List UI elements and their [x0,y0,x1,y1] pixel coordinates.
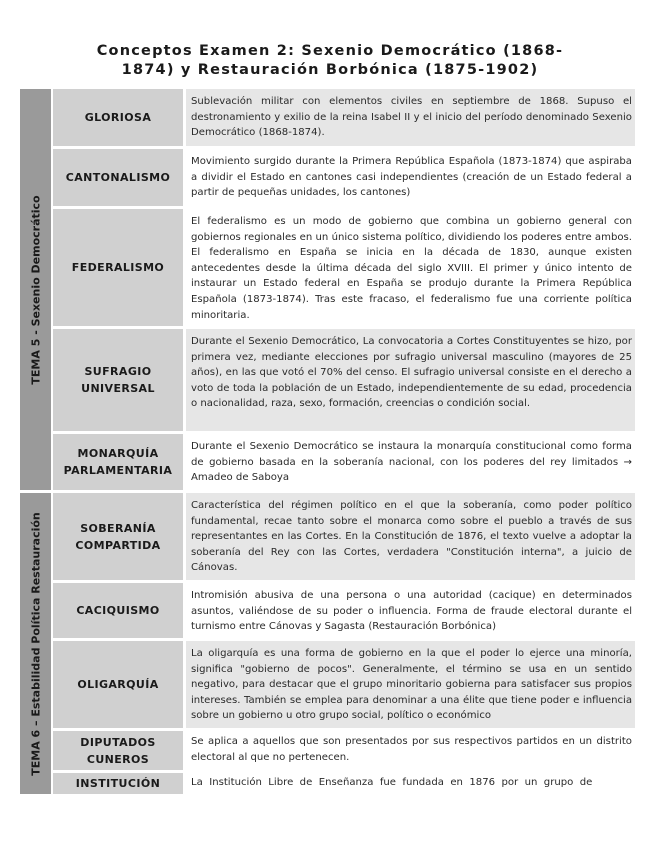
concept-term [53,329,183,431]
concept-definition: Durante el Sexenio Democrático, La convocatoria a Cortes Constituyentes se hizo, por primera vez, mediante elecciones por sufragio universal masculino (mayores de 25 años), en las que votó el 70% del censo. El sufragio universal consiste en el derecho a voto de toda la población de un Estado, independientemente de su edad, procedencia o nacionalidad, raza, sexo, formación, creencias o condición social. [186,329,635,431]
concept-row-gloriosa [53,89,635,146]
concept-row-caciquismo [53,583,635,638]
concept-row-oligarquia [53,641,635,728]
concept-term: INSTITUCIÓN [53,773,183,794]
concept-term-text: MONARQUÍA PARLAMENTARIA [63,447,173,477]
concept-definition: Se aplica a aquellos que son presentados por sus respectivos partidos en un distrito electoral al que no pertenecen. [186,731,635,770]
concept-definition: Durante el Sexenio Democrático se instaura la monarquía constitucional como forma de gobierno basada en la soberanía nacional, con los poderes del rey limitados → Amadeo de Saboya [186,434,635,490]
concept-row-soberania-compartida [53,493,635,580]
concept-definition: La oligarquía es una forma de gobierno en la que el poder lo ejerce una minoría, significa "gobierno de pocos". Generalmente, el término se usa en un sentido negativo, para destacar que el grupo minoritario gobierna para satisfacer sus propios intereses. También se emplea para denominar a una élite que tiene poder e influencia sobre un gobierno u otro grupo social, político o económico [186,641,635,728]
concept-term: FEDERALISMO [53,209,183,326]
concept-term-text: SUFRAGIO UNIVERSAL [81,365,155,395]
section-band-tema-5 [20,89,51,490]
concept-definition: Sublevación militar con elementos civiles en septiembre de 1868. Supuso el destronamiento y exilio de la reina Isabel II y el inicio del período denominado Sexenio Democrático (1868-1874). [186,89,635,146]
concept-definition: La Institución Libre de Enseñanza fue fundada en 1876 por un grupo de [186,773,635,794]
document-title [60,42,600,80]
concept-row-monarquia-parlamentaria [53,434,635,490]
concept-term: GLORIOSA [53,89,183,146]
concept-term: OLIGARQUÍA [53,641,183,728]
concept-term [53,493,183,580]
concept-term [53,731,183,770]
concept-definition: El federalismo es un modo de gobierno que combina un gobierno general con gobiernos regionales en un único sistema político, dividiendo los poderes entre ambos. El federalismo en España se inicia en la década de 1830, aunque existen antecedentes desde la última década del siglo XVIII. El primer y único intento de instaurar un Estado federal en España se produjo durante la Primera República Española (1873-1874). Tras este fracaso, el federalismo fue una corriente política minoritaria. [186,209,635,326]
concept-term-text: DIPUTADOS CUNEROS [80,735,156,766]
section-label: TEMA 6 – Estabilidad Política Restauración [29,511,42,776]
section-label: TEMA 5 - Sexenio Democrático [29,194,42,385]
title-line-2: 1874) y Restauración Borbónica (1875-1902) [121,62,539,78]
concept-row-sufragio-universal [53,329,635,431]
concept-term: CACIQUISMO [53,583,183,638]
concept-definition: Movimiento surgido durante la Primera República Española (1873-1874) que aspiraba a dividir el Estado en cantones casi independientes (creación de un Estado federal a partir de pequeñas unidades, los cantones) [186,149,635,206]
concept-definition: Característica del régimen político en el que la soberanía, como poder político fundamental, recae tanto sobre el monarca como sobre el pueblo a través de sus representantes en las Cortes. En la Constitución de 1876, el texto vuelve a adoptar la soberanía del Rey con las Cortes, verdadera "Constitución interna", a juicio de Cánovas. [186,493,635,580]
concept-row-diputados-cuneros [53,731,635,770]
title-line-1: Conceptos Examen 2: Sexenio Democrático (1868- [96,43,564,59]
concept-row-institucion [53,773,635,794]
concept-term-text: SOBERANÍA COMPARTIDA [75,521,161,552]
concept-term [53,434,183,490]
concept-row-cantonalismo [53,149,635,206]
concept-row-federalismo [53,209,635,326]
concept-definition: Intromisión abusiva de una persona o una autoridad (cacique) en determinados asuntos, valiéndose de su poder o influencia. Forma de fraude electoral durante el turnismo entre Cánovas y Sagasta (Restauración Borbónica) [186,583,635,638]
section-band-tema-6 [20,493,51,794]
concept-term: CANTONALISMO [53,149,183,206]
